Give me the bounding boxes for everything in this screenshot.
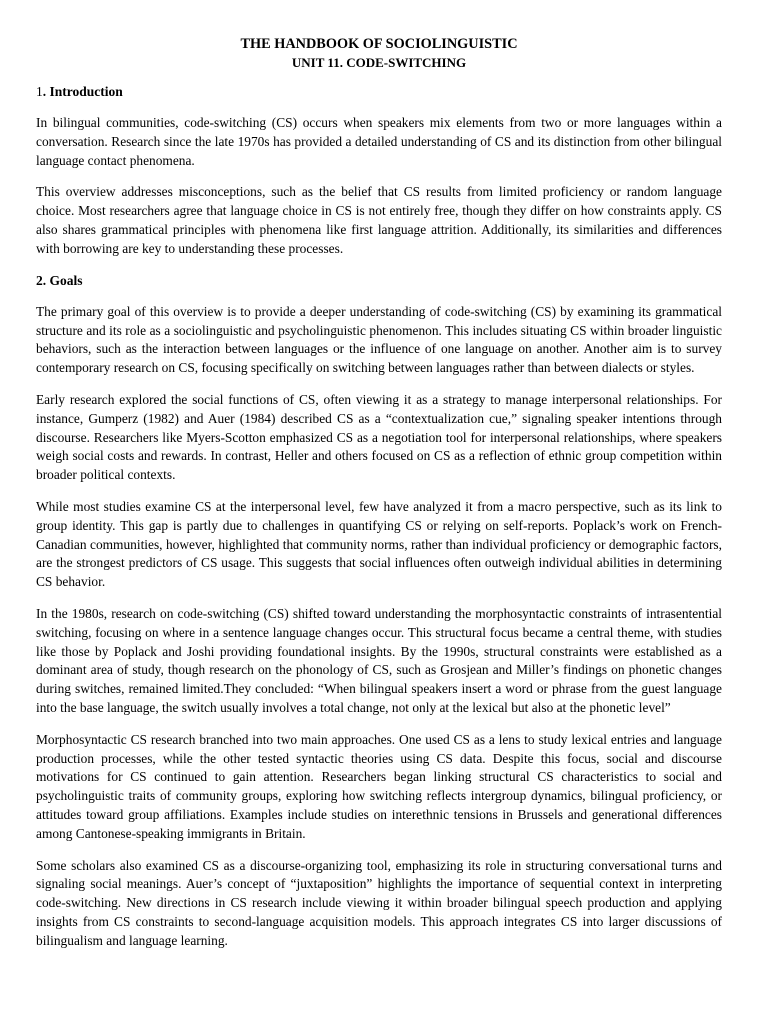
section-number: 1 (36, 84, 43, 99)
paragraph: In bilingual communities, code-switching (CS) occurs when speakers mix elements from two or more languages within a conversation. Research since the late 1970s has provided a detailed understanding of CS and its distinction from other bilingual language contact phenomena. (36, 115, 722, 168)
paragraph: The primary goal of this overview is to provide a deeper understanding of code-switching (CS) by examining its grammatical structure and its role as a sociolinguistic and psycholinguistic phenomenon. This includes situating CS within broader linguistic behaviors, such as the interaction between languages or the influence of one language on another. Another aim is to survey contemporary research on CS, focusing specifically on switching between languages rather than between dialects or styles. (36, 303, 722, 376)
paragraph: Some scholars also examined CS as a discourse-organizing tool, emphasizing its role in structuring conversational turns and signaling social meanings. Auer’s concept of “juxtaposition” highlights the importance of sequential context in interpreting code-switching. New directions in CS research include viewing it within broader bilingual speech production and applying insights from CS constraints to second-language acquisition models. This approach integrates CS into larger discussions of bilingualism and language learning. (36, 857, 722, 948)
section-introduction (36, 83, 722, 259)
paragraph: While most studies examine CS at the interpersonal level, few have analyzed it from a macro perspective, such as its link to group identity. This gap is partly due to challenges in quantifying CS or relying on self-reports. Poplack’s work on French-Canadian communities, however, highlighted that community norms, rather than individual proficiency or demographic factors, are the strongest predictors of CS usage. This suggests that social influences often outweigh individual abilities in determining CS behavior. (36, 498, 722, 590)
section-heading-goals: 2. Goals (36, 272, 83, 288)
section-heading-introduction (36, 83, 722, 101)
paragraph: This overview addresses misconceptions, such as the belief that CS results from limited proficiency or random language choice. Most researchers agree that language choice in CS is not entirely free, though they differ on how constraints apply. CS also shares grammatical principles with phenomena like first language attrition. Additionally, its similarities and differences with borrowing are key to understanding these processes. (36, 184, 722, 256)
paragraph: Early research explored the social functions of CS, often viewing it as a strategy to manage interpersonal relationships. For instance, Gumperz (1982) and Auer (1984) described CS as a “contextualization cue,” signaling speaker intentions through discourse. Researchers like Myers-Scotton emphasized CS as a negotiation tool for interpersonal relationships, where speakers weigh social costs and rewards. In contrast, Heller and others focused on CS as a reflection of ethnic group competition within broader political contexts. (36, 391, 722, 483)
paragraph: Morphosyntactic CS research branched into two main approaches. One used CS as a lens to study lexical entries and language production processes, while the other tested syntactic theories using CS data. Despite this focus, social and discourse motivations for CS continued to gain attention. Researchers began linking structural CS characteristics to social and psycholinguistic traits of community groups, exploring how switching reflects intergroup dynamics, bilingual proficiency, or attitudes toward group affiliations. Examples include studies on interethnic tensions in Brussels and generational differences among Cantonese-speaking immigrants in Britain. (36, 731, 722, 841)
document-page (36, 36, 722, 951)
section-heading-text: . Introduction (42, 84, 123, 99)
unit-subtitle: UNIT 11. CODE-SWITCHING (291, 55, 467, 70)
section-goals (36, 272, 722, 951)
paragraph: In the 1980s, research on code-switching (CS) shifted toward understanding the morphosyntactic constraints of intrasentential switching, focusing on where in a sentence language changes occur. This structural focus became a central theme, with studies like those by Poplack and Joshi providing foundational insights. By the 1990s, structural constraints were established as a dominant area of study, though research on the phonology of CS, such as Grosjean and Miller’s findings on phonetic changes during switches, remained limited.They concluded: “When bilingual speakers insert a word or phrase from the guest language into the base language, the switch usually involves a total change, not only at the lexical but also at the phonetic level” (36, 605, 722, 716)
document-title: THE HANDBOOK OF SOCIOLINGUISTIC (240, 36, 518, 52)
